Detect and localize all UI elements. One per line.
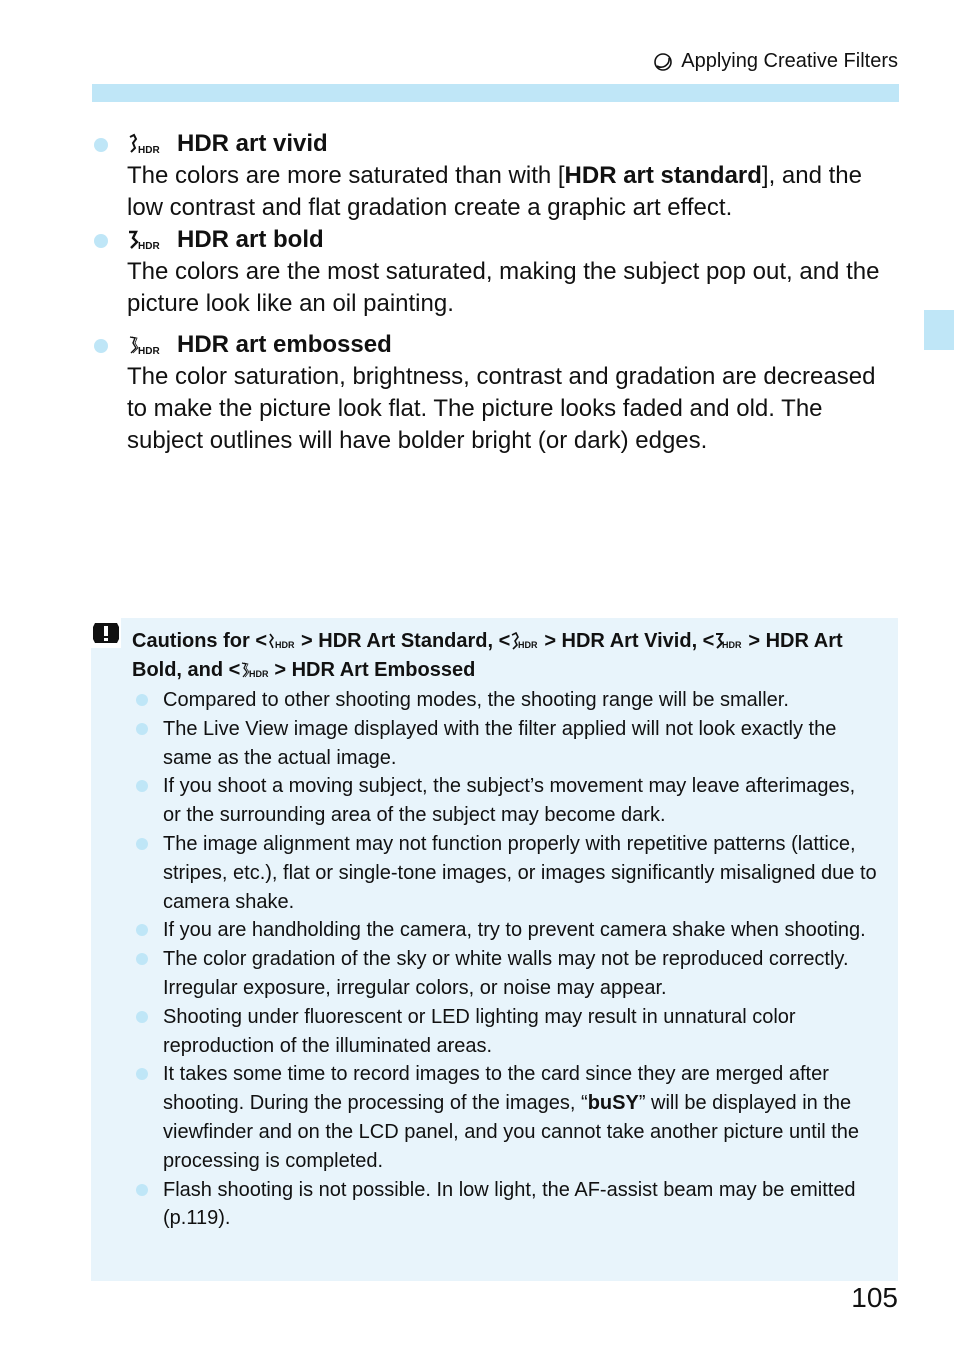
item-title: HDR art embossed (177, 331, 392, 358)
item-title-row (127, 128, 902, 160)
list-item-hdr-embossed (92, 329, 902, 457)
list-item-hdr-vivid (92, 128, 902, 224)
caution-text: The image alignment may not function properly with repetitive patterns (lattice, stripes, etc.), flat or single-tone images, or images significantly misaligned due to camera shake. (163, 832, 877, 913)
header-title: Applying Creative Filters (681, 50, 898, 72)
heading-text: Cautions for < (132, 630, 268, 652)
list-item (132, 945, 877, 1003)
header-bar (92, 84, 899, 102)
bullet-icon (136, 694, 148, 706)
caution-heading (132, 627, 872, 685)
caution-box (91, 618, 898, 1281)
bullet-icon (136, 924, 148, 936)
caution-text: Flash shooting is not possible. In low light, the AF-assist beam may be emitted (p.119). (163, 1178, 856, 1230)
list-item (132, 772, 877, 830)
caution-text: Shooting under fluorescent or LED lighting may result in unnatural color reproduction of the illuminated areas. (163, 1005, 796, 1057)
svg-text:HDR: HDR (138, 241, 160, 251)
caution-text: If you are handholding the camera, try to prevent camera shake when shooting. (163, 919, 866, 942)
svg-text:HDR: HDR (249, 669, 269, 679)
item-title: HDR art vivid (177, 130, 328, 157)
chapter-tab (924, 310, 954, 350)
svg-text:HDR: HDR (275, 640, 295, 650)
item-title-row (127, 329, 902, 361)
svg-text:HDR: HDR (138, 145, 160, 155)
bullet-icon (94, 339, 108, 353)
page-header (653, 50, 898, 73)
caution-text: It takes some time to record images to the card since they are merged after shooting. During the processing of the images, “ (163, 1063, 829, 1115)
bullet-icon (136, 838, 148, 850)
svg-text:HDR: HDR (138, 346, 160, 356)
list-item (132, 1176, 877, 1234)
bullet-icon (136, 723, 148, 735)
heading-text: > HDR Art Standard, < (301, 630, 511, 652)
hdr-art-vivid-icon (510, 632, 544, 650)
hdr-art-embossed-icon (240, 661, 274, 679)
page-number: 105 (851, 1282, 898, 1313)
caution-text: If you shoot a moving subject, the subject’s movement may leave afterimages, or the surrounding area of the subject may become dark. (163, 775, 856, 827)
caution-icon (91, 618, 121, 648)
caution-text: The color gradation of the sky or white walls may not be reproduced correctly. Irregular exposure, irregular colors, or noise may appear. (163, 948, 849, 999)
hdr-art-standard-icon (267, 632, 301, 650)
item-title: HDR art bold (177, 226, 324, 253)
heading-text: > HDR Art Vivid, < (544, 630, 715, 652)
svg-text:HDR: HDR (518, 640, 538, 650)
list-item (132, 1003, 877, 1061)
bullet-icon (94, 138, 108, 152)
hdr-art-vivid-icon (127, 133, 167, 155)
body-emphasis: HDR art standard (564, 162, 762, 189)
hdr-art-bold-icon (127, 229, 167, 251)
item-body (127, 160, 902, 224)
item-body: The colors are the most saturated, making the subject pop out, and the picture look like an oil painting. (127, 258, 880, 317)
list-item (132, 1060, 877, 1175)
bullet-icon (136, 1184, 148, 1196)
bullet-icon (136, 1011, 148, 1023)
caution-text: ” will be displayed in the viewfinder and on the LCD panel, and you cannot take another picture until the processing is completed. (163, 1092, 860, 1172)
hdr-art-embossed-icon (127, 334, 167, 356)
bullet-icon (94, 234, 108, 248)
hdr-art-bold-icon (714, 632, 748, 650)
list-item (132, 830, 877, 916)
filter-list (92, 128, 902, 457)
list-item (132, 715, 877, 773)
busy-indicator-text: buSY (587, 1092, 639, 1115)
list-item (132, 686, 877, 715)
item-title-row (127, 224, 902, 256)
heading-text: > HDR Art Embossed (274, 659, 476, 681)
body-text: The colors are more saturated than with [ (127, 162, 565, 189)
bullet-icon (136, 780, 148, 792)
body-text: ], and the low contrast and flat gradation create a graphic art effect. (127, 162, 862, 221)
creative-filter-icon (653, 52, 673, 72)
item-body: The color saturation, brightness, contrast and gradation are decreased to make the picture look flat. The picture looks faded and old. The subject outlines will have bolder bright (or dark) edges. (127, 363, 876, 454)
caution-text: The Live View image displayed with the filter applied will not look exactly the same as the actual image. (163, 717, 837, 769)
list-item-hdr-bold (92, 224, 902, 320)
list-item (132, 916, 877, 945)
heading-text: > HDR Art Bold, and < (132, 630, 843, 681)
caution-list (132, 686, 877, 1233)
caution-text: Compared to other shooting modes, the shooting range will be smaller. (163, 689, 789, 711)
bullet-icon (136, 1068, 148, 1080)
svg-text:HDR: HDR (722, 640, 742, 650)
bullet-icon (136, 953, 148, 965)
